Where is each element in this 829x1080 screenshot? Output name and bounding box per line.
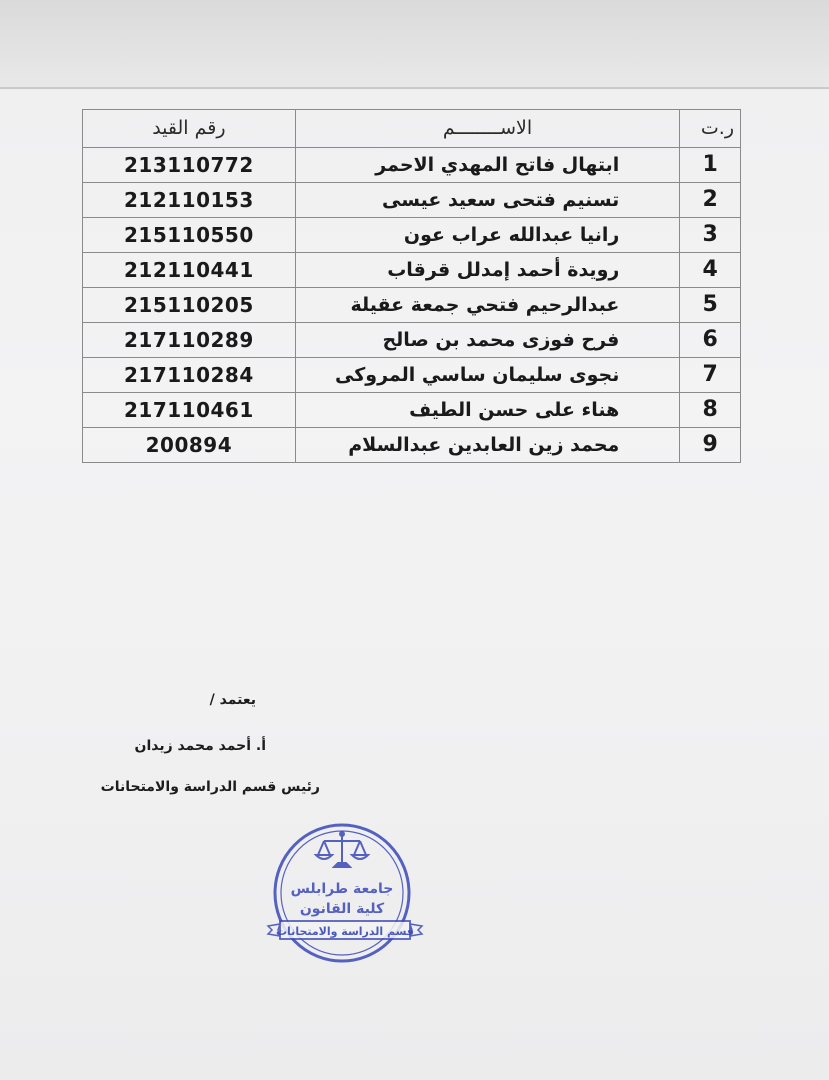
row-index: 3 (680, 218, 741, 253)
approval-label: يعتمد / (209, 692, 256, 708)
row-name: رانيا عبدالله عراب عون (295, 218, 680, 253)
row-registration-number: 215110205 (83, 288, 296, 323)
row-index: 6 (680, 323, 741, 358)
official-stamp (262, 813, 428, 973)
row-index: 4 (680, 253, 741, 288)
row-index: 7 (680, 358, 741, 393)
table-row (83, 428, 741, 463)
table-row (83, 253, 741, 288)
signer-title: رئيس قسم الدراسة والامتحانات (100, 779, 320, 795)
row-index: 8 (680, 393, 741, 428)
row-name: رويدة أحمد إمدلل قرقاب (295, 253, 680, 288)
scales-of-justice-icon (316, 832, 368, 867)
row-index: 9 (680, 428, 741, 463)
table-row (83, 358, 741, 393)
header-name: الاســــــــم (295, 110, 680, 148)
scan-background-top (0, 0, 829, 88)
row-registration-number: 217110289 (83, 323, 296, 358)
row-registration-number: 212110153 (83, 183, 296, 218)
table-header-row (83, 110, 741, 148)
header-registration-number: رقم القيد (83, 110, 296, 148)
table-row (83, 148, 741, 183)
row-index: 5 (680, 288, 741, 323)
row-registration-number: 212110441 (83, 253, 296, 288)
table-row (83, 183, 741, 218)
row-registration-number: 200894 (83, 428, 296, 463)
header-index: ر.ت (680, 110, 741, 148)
row-name: محمد زين العابدين عبدالسلام (295, 428, 680, 463)
row-registration-number: 217110284 (83, 358, 296, 393)
row-index: 2 (680, 183, 741, 218)
student-roster-table (82, 109, 741, 463)
row-registration-number: 217110461 (83, 393, 296, 428)
table-row (83, 323, 741, 358)
table-row (83, 393, 741, 428)
signer-name: أ. أحمد محمد زيدان (134, 738, 266, 754)
stamp-faculty: كلية القانون (299, 901, 385, 917)
table-row (83, 288, 741, 323)
row-registration-number: 213110772 (83, 148, 296, 183)
row-name: تسنيم فتحى سعيد عيسى (295, 183, 680, 218)
stamp-department: قسم الدراسة والامتحانات (276, 925, 414, 938)
row-name: عبدالرحيم فتحي جمعة عقيلة (295, 288, 680, 323)
stamp-university: جامعة طرابلس (290, 881, 394, 897)
row-name: ابتهال فاتح المهدي الاحمر (295, 148, 680, 183)
row-registration-number: 215110550 (83, 218, 296, 253)
row-name: هناء على حسن الطيف (295, 393, 680, 428)
row-index: 1 (680, 148, 741, 183)
row-name: نجوى سليمان ساسي المروكى (295, 358, 680, 393)
row-name: فرح فوزى محمد بن صالح (295, 323, 680, 358)
table-row (83, 218, 741, 253)
page-edge (0, 87, 829, 89)
